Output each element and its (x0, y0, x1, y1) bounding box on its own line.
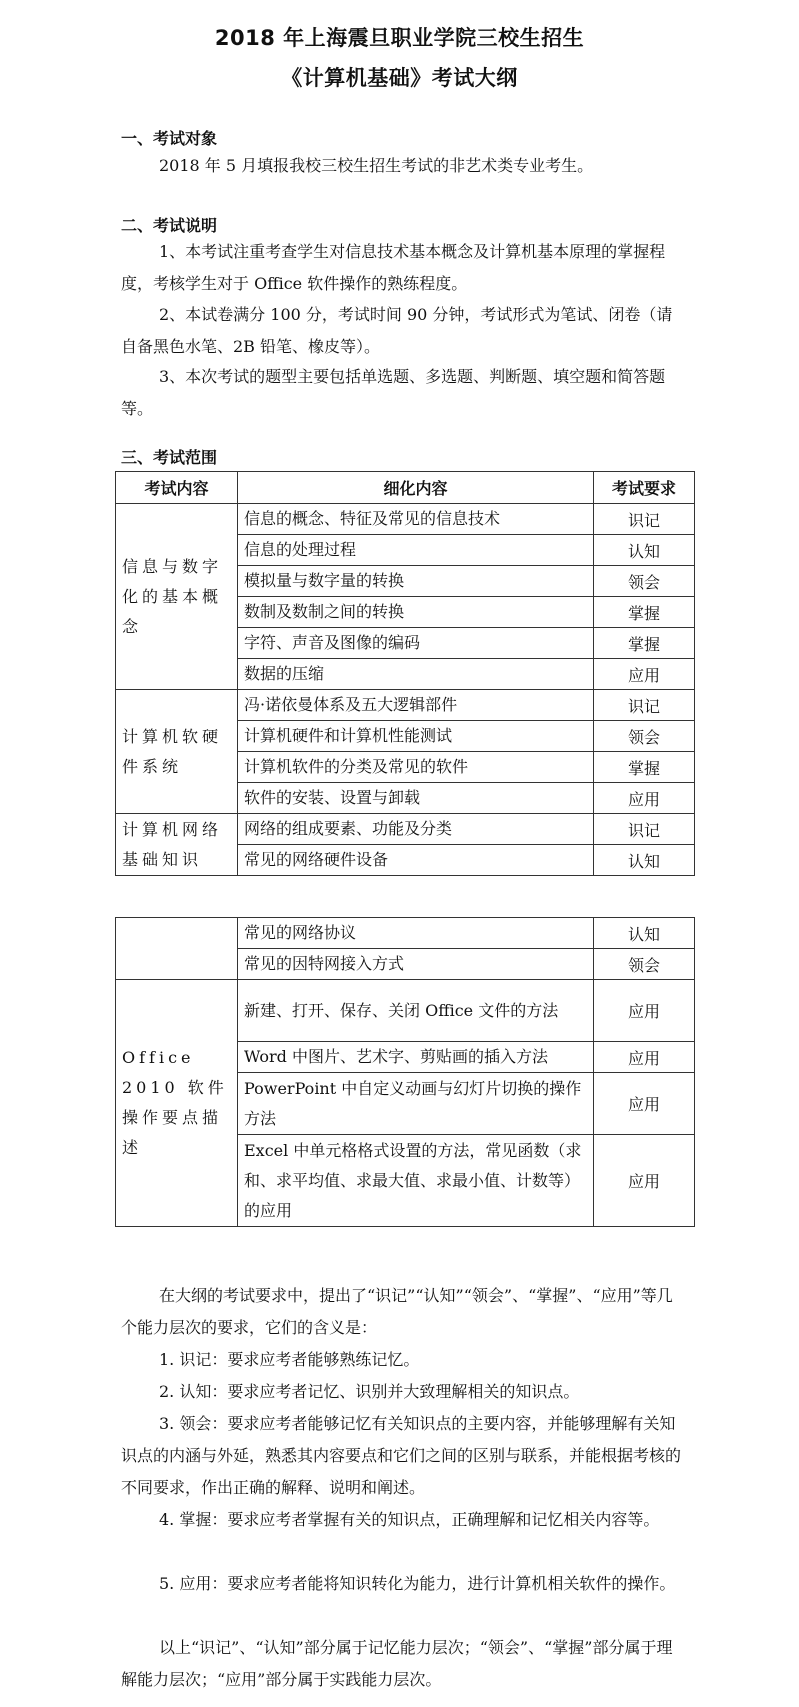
detail-cell: 信息的概念、特征及常见的信息技术 (238, 504, 594, 535)
detail-cell: 常见的网络协议 (238, 918, 594, 949)
section-1-heading: 一、考试对象 (121, 129, 218, 148)
title-line-2: 《计算机基础》考试大纲 (281, 66, 518, 90)
requirement-cell: 识记 (594, 504, 695, 535)
section-2-item-3: 3、本次考试的题型主要包括单选题、多选题、判断题、填空题和简答题等。 (121, 367, 666, 418)
notes-item-4: 4. 掌握：要求应考者掌握有关的知识点，正确理解和记忆相关内容等。 (159, 1510, 660, 1529)
category-cell: 计算机软硬件系统 (116, 690, 238, 814)
notes-item-5: 5. 应用：要求应考者能将知识转化为能力，进行计算机相关软件的操作。 (159, 1574, 676, 1593)
table-row (116, 918, 695, 949)
detail-cell: 数制及数制之间的转换 (238, 597, 594, 628)
syllabus-table-part-1 (115, 471, 695, 876)
detail-cell: 常见的网络硬件设备 (238, 845, 594, 876)
requirement-cell: 应用 (594, 659, 695, 690)
section-2-item-2: 2、本试卷满分 100 分，考试时间 90 分钟，考试形式为笔试、闭卷（请自备黑色水笔、2B 铅笔、橡皮等）。 (121, 305, 673, 356)
requirement-cell: 应用 (594, 1135, 695, 1227)
detail-cell: 信息的处理过程 (238, 535, 594, 566)
requirement-cell: 应用 (594, 1042, 695, 1073)
table-row (116, 980, 695, 1042)
section-2-heading: 二、考试说明 (121, 216, 218, 235)
table-header-row (116, 472, 695, 504)
requirement-cell: 认知 (594, 845, 695, 876)
notes-item-3: 3. 领会：要求应考者能够记忆有关知识点的主要内容，并能够理解有关知识点的内涵与外延，熟悉其内容要点和它们之间的区别与联系，并能根据考核的不同要求，作出正确的解释、说明和阐述。 (121, 1414, 682, 1497)
notes-summary: 以上“识记”、“认知”部分属于记忆能力层次；“领会”、“掌握”部分属于理解能力层次；“应用”部分属于实践能力层次。 (121, 1638, 673, 1689)
requirement-cell: 掌握 (594, 628, 695, 659)
header-exam-content: 考试内容 (116, 472, 238, 504)
header-detail-content: 细化内容 (238, 472, 594, 504)
detail-cell: 冯·诺依曼体系及五大逻辑部件 (238, 690, 594, 721)
notes-item-2: 2. 认知：要求应考者记忆、识别并大致理解相关的知识点。 (159, 1382, 580, 1401)
notes-item-1: 1. 识记：要求应考者能够熟练记忆。 (159, 1350, 420, 1369)
requirement-cell: 应用 (594, 980, 695, 1042)
requirement-cell: 识记 (594, 814, 695, 845)
table-row (116, 504, 695, 535)
requirement-cell: 掌握 (594, 752, 695, 783)
title-line-1: 2018 年上海震旦职业学院三校生招生 (214, 26, 585, 50)
section-1-body: 2018 年 5 月填报我校三校生招生考试的非艺术类专业考生。 (159, 156, 594, 175)
detail-cell: 数据的压缩 (238, 659, 594, 690)
detail-cell: Word 中图片、艺术字、剪贴画的插入方法 (238, 1042, 594, 1073)
detail-cell: Excel 中单元格格式设置的方法，常见函数（求和、求平均值、求最大值、求最小值、计数等）的应用 (238, 1135, 594, 1227)
requirement-cell: 识记 (594, 690, 695, 721)
table-row (116, 814, 695, 845)
syllabus-table-part-2 (115, 917, 695, 1227)
requirement-cell: 领会 (594, 566, 695, 597)
detail-cell: 计算机软件的分类及常见的软件 (238, 752, 594, 783)
detail-cell: 网络的组成要素、功能及分类 (238, 814, 594, 845)
detail-cell: 新建、打开、保存、关闭 Office 文件的方法 (238, 980, 594, 1042)
requirement-cell: 掌握 (594, 597, 695, 628)
requirement-cell: 认知 (594, 918, 695, 949)
detail-cell: PowerPoint 中自定义动画与幻灯片切换的操作方法 (238, 1073, 594, 1135)
section-2-item-1: 1、本考试注重考查学生对信息技术基本概念及计算机基本原理的掌握程度，考核学生对于 Office 软件操作的熟练程度。 (121, 242, 666, 293)
requirement-cell: 应用 (594, 1073, 695, 1135)
detail-cell: 计算机硬件和计算机性能测试 (238, 721, 594, 752)
category-cell: Office 2010 软件操作要点描述 (116, 980, 238, 1227)
header-exam-requirement: 考试要求 (594, 472, 695, 504)
requirement-cell: 领会 (594, 721, 695, 752)
notes-intro: 在大纲的考试要求中，提出了“识记”“认知”“领会”、“掌握”、“应用”等几个能力层次的要求，它们的含义是： (121, 1286, 673, 1337)
requirement-cell: 认知 (594, 535, 695, 566)
detail-cell: 字符、声音及图像的编码 (238, 628, 594, 659)
requirement-cell: 应用 (594, 783, 695, 814)
category-cell-empty (116, 918, 238, 980)
section-3-heading: 三、考试范围 (121, 448, 218, 467)
requirement-cell: 领会 (594, 949, 695, 980)
detail-cell: 软件的安装、设置与卸载 (238, 783, 594, 814)
detail-cell: 模拟量与数字量的转换 (238, 566, 594, 597)
category-cell: 信息与数字化的基本概念 (116, 504, 238, 690)
detail-cell: 常见的因特网接入方式 (238, 949, 594, 980)
category-cell: 计算机网络基础知识 (116, 814, 238, 876)
table-row (116, 690, 695, 721)
